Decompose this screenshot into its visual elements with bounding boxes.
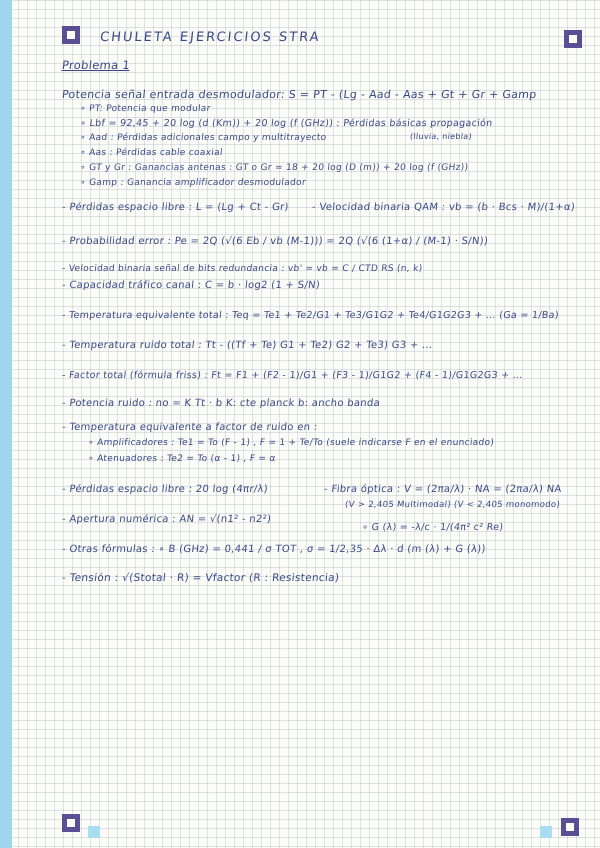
formula-line: ∘ G (λ) = -λ/c · 1/(4π² c² Re)	[361, 522, 504, 533]
formula-line: - Temperatura ruido total : Tt - ((Tf + Te) G1 + Te2) G2 + Te3) G3 + ...	[61, 340, 434, 351]
formula-line: - Capacidad tráfico canal : C = b · log2 (1 + S/N)	[61, 280, 321, 291]
corner-marker-bottom-left	[62, 814, 80, 832]
formula-line: ∘ Gamp : Ganancia amplificador desmodulador	[79, 178, 307, 188]
page-title: CHULETA EJERCICIOS STRA	[99, 30, 322, 45]
formula-line: ∘ Lbf = 92,45 + 20 log (d (Km)) + 20 log (f (GHz)) : Pérdidas básicas propagación	[79, 118, 494, 129]
formula-line: - Probabilidad error : Pe = 2Q (√(6 Eb / vb (M-1))) = 2Q (√(6 (1+α) / (M-1) · S/N))	[61, 236, 489, 247]
left-margin-strip	[0, 0, 12, 848]
corner-marker-top-right	[564, 30, 582, 48]
formula-line: - Potencia ruido : no = K Tt · b K: cte planck b: ancho banda	[61, 398, 381, 409]
formula-line: - Velocidad binaria señal de bits redundancia : vb' = vb = C / CTD RS (n, k)	[61, 264, 423, 274]
formula-line: ∘ GT y Gr : Ganancias antenas : GT o Gr = 18 + 20 log (D (m)) + 20 log (f (GHz))	[79, 163, 469, 173]
formula-note: (lluvia, niebla)	[409, 132, 473, 141]
formula-line: Potencia señal entrada desmodulador: S = PT - (Lg - Aad - Aas + Gt + Gr + Gamp	[61, 88, 538, 101]
formula-line: ∘ Atenuadores : Te2 = To (α - 1) , F = α	[87, 454, 277, 464]
corner-square-bottom-right	[540, 826, 552, 838]
formula-line: - Factor total (fórmula friss) : Ft = F1 + (F2 - 1)/G1 + (F3 - 1)/G1G2 + (F4 - 1)/G1G2G3 + ...	[61, 370, 524, 381]
corner-marker-top-left	[62, 26, 80, 44]
formula-line: - Fibra óptica : V = (2πa/λ) · NA = (2πa/λ) NA	[323, 484, 563, 495]
formula-line: - Temperatura equivalente total : Teq = Te1 + Te2/G1 + Te3/G1G2 + Te4/G1G2G3 + ... (Ga = 1/Ba)	[61, 310, 560, 321]
problem-heading: Problema 1	[61, 58, 131, 72]
corner-square-bottom-left	[88, 826, 100, 838]
corner-marker-bottom-right	[561, 818, 579, 836]
formula-line: ∘ Aad : Pérdidas adicionales campo y multitrayecto	[79, 133, 327, 143]
formula-line: - Apertura numérica : AN = √(n1² - n2²)	[61, 514, 272, 525]
formula-line: - Tensión : √(Stotal · R) = Vfactor (R : Resistencia)	[61, 572, 340, 584]
formula-line: ∘ PT: Potencia que modular	[79, 104, 212, 114]
formula-line: - Otras fórmulas : ∘ B (GHz) = 0,441 / σ TOT , σ = 1/2,35 · Δλ · d (m (λ) + G (λ))	[61, 544, 487, 555]
formula-line: ∘ Amplificadores : Te1 = To (F - 1) , F = 1 + Te/To (suele indicarse F en el enunciado)	[87, 438, 495, 448]
formula-line: - Velocidad binaria QAM : vb = (b · Bcs · M)/(1+α)	[311, 202, 576, 213]
formula-note: (V > 2,405 Multimodal) (V < 2,405 monomodo)	[344, 500, 561, 510]
formula-line: - Pérdidas espacio libre : 20 log (4πr/λ)	[61, 484, 269, 495]
formula-line: ∘ Aas : Pérdidas cable coaxial	[79, 148, 224, 158]
formula-line: - Pérdidas espacio libre : L = (Lg + Ct - Gr)	[61, 202, 290, 213]
formula-line: - Temperatura equivalente a factor de ruido en :	[61, 422, 319, 433]
